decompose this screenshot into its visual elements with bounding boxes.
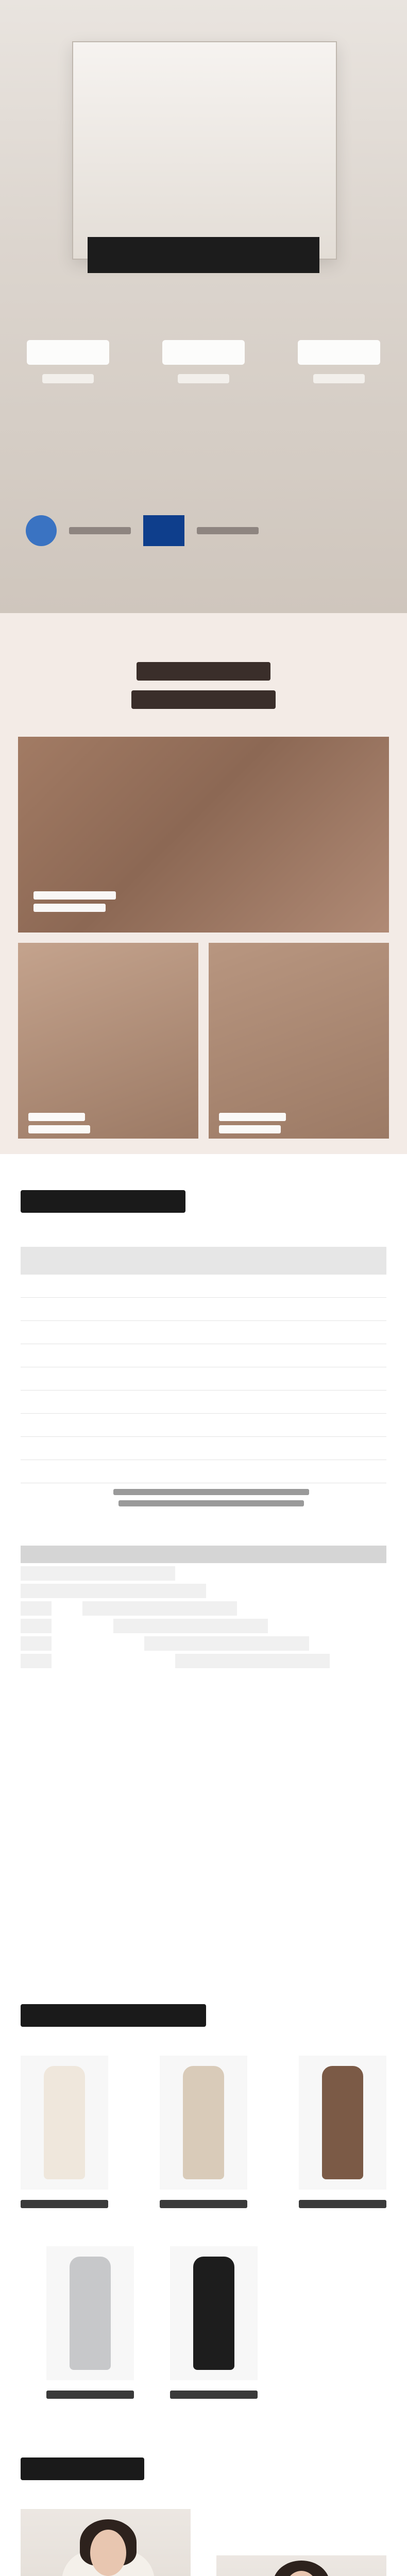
certification-badges bbox=[26, 510, 381, 551]
table-row bbox=[21, 1344, 386, 1367]
product-card[interactable] bbox=[46, 2246, 134, 2380]
table-row bbox=[21, 1460, 386, 1483]
button-detail-image bbox=[18, 943, 198, 1139]
product-name bbox=[21, 2200, 108, 2208]
coat-image bbox=[183, 2066, 224, 2179]
table-row bbox=[21, 1391, 386, 1414]
table-row bbox=[21, 1414, 386, 1437]
hood-detail-image bbox=[209, 943, 389, 1139]
color-options-title bbox=[21, 2004, 206, 2027]
coat-image bbox=[193, 2257, 234, 2370]
detail-title bbox=[137, 662, 270, 681]
product-name bbox=[299, 2200, 386, 2208]
fabric-closeup-image bbox=[18, 737, 389, 933]
detail-section bbox=[0, 613, 407, 1154]
product-card[interactable] bbox=[170, 2246, 258, 2380]
stat-length bbox=[282, 340, 396, 407]
brand-logo bbox=[88, 237, 319, 273]
table-row bbox=[21, 1437, 386, 1460]
table-row bbox=[21, 1367, 386, 1391]
feature-stats bbox=[0, 330, 407, 417]
table-row bbox=[21, 1321, 386, 1344]
table-row bbox=[21, 1275, 386, 1298]
hero-banner bbox=[0, 0, 407, 613]
coat-image bbox=[44, 2066, 85, 2179]
table-row bbox=[21, 1298, 386, 1321]
model-photo bbox=[21, 2509, 191, 2576]
detail-subtitle bbox=[131, 690, 276, 709]
coat-image bbox=[70, 2257, 111, 2370]
size-note bbox=[118, 1500, 304, 1506]
product-card[interactable] bbox=[160, 2056, 247, 2190]
product-card[interactable] bbox=[299, 2056, 386, 2190]
size-note bbox=[113, 1489, 309, 1495]
product-display-case bbox=[72, 41, 337, 260]
color-options-section bbox=[0, 2004, 407, 2576]
product-name bbox=[46, 2391, 134, 2399]
stat-down-content bbox=[147, 340, 260, 407]
gallery-title bbox=[21, 2458, 144, 2480]
product-card[interactable] bbox=[21, 2056, 108, 2190]
coat-image bbox=[322, 2066, 363, 2179]
product-name bbox=[160, 2200, 247, 2208]
size-title bbox=[21, 1190, 185, 1213]
size-table-header bbox=[21, 1247, 386, 1275]
product-name bbox=[170, 2391, 258, 2399]
size-table bbox=[21, 1247, 386, 1483]
size-section bbox=[0, 1154, 407, 2004]
height-weight-grid bbox=[21, 1546, 386, 1700]
certification-icon bbox=[26, 515, 57, 546]
stat-fill-power bbox=[11, 340, 125, 407]
model-photo bbox=[216, 2555, 386, 2576]
certification-icon bbox=[143, 515, 184, 546]
